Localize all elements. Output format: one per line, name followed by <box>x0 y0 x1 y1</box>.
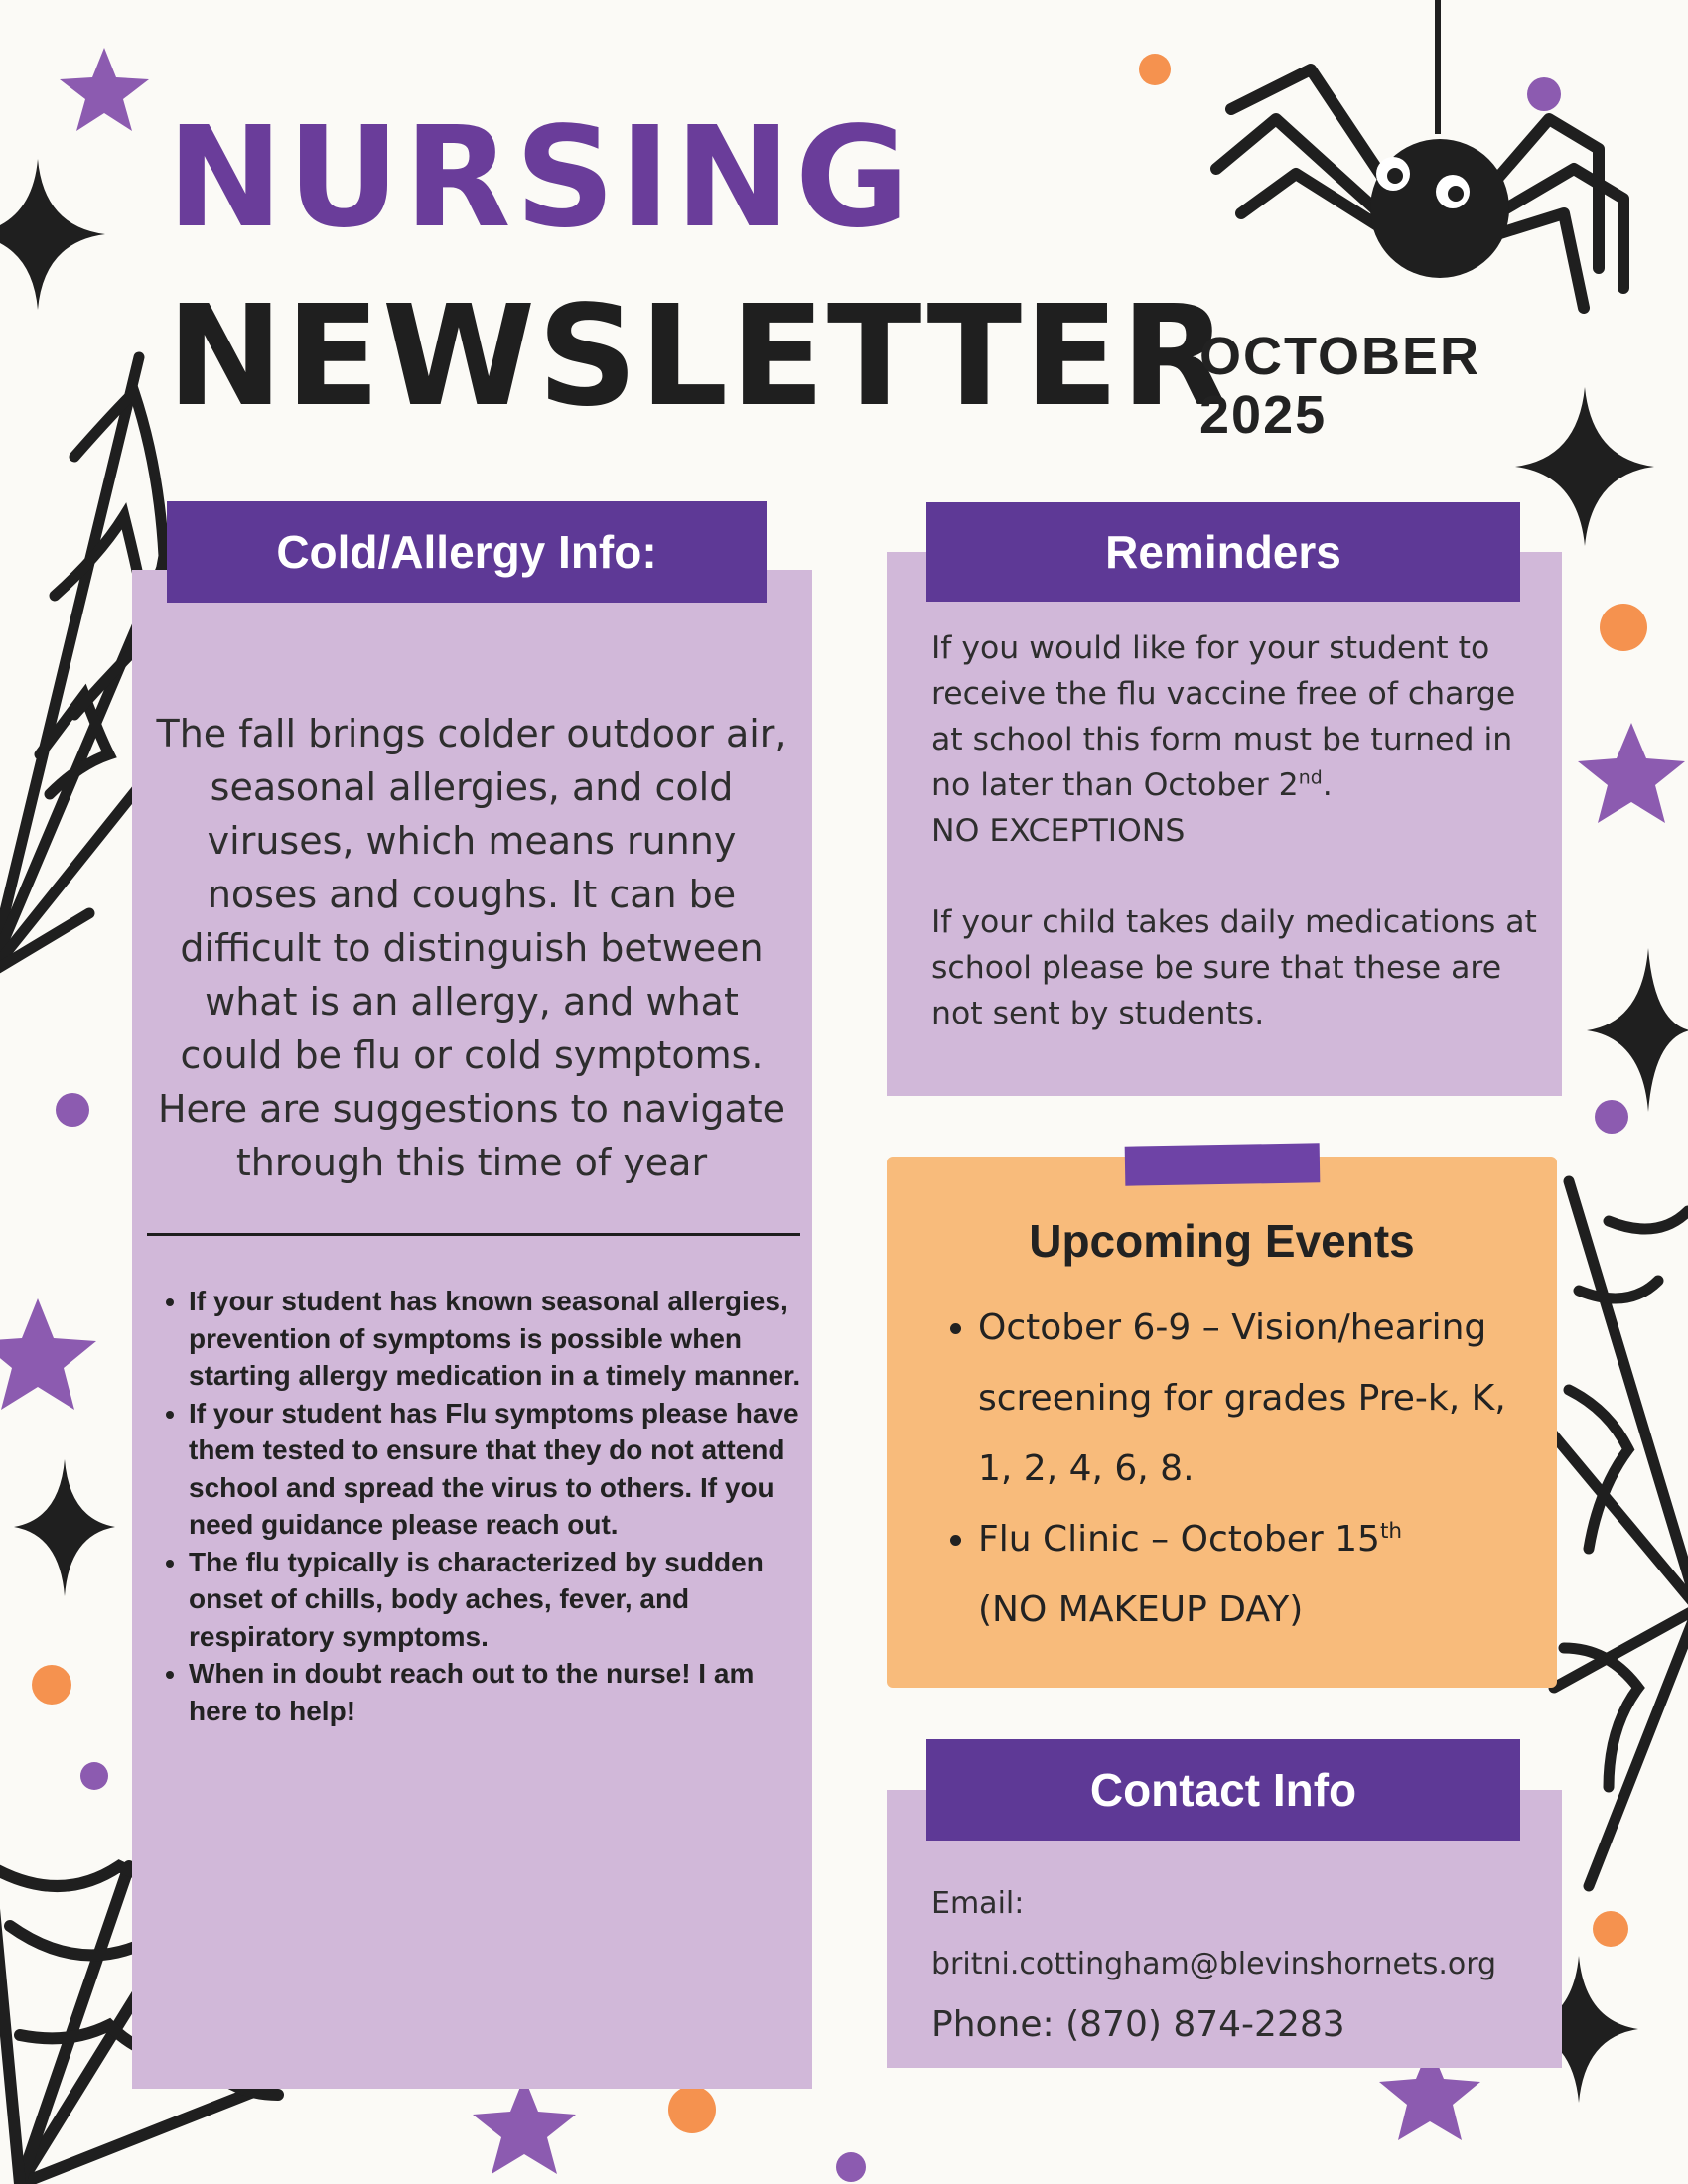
tape-decoration <box>1125 1143 1321 1185</box>
star-icon <box>1578 723 1685 823</box>
dot-icon <box>32 1665 71 1705</box>
star-icon <box>0 1298 96 1410</box>
star-icon <box>60 48 149 131</box>
events-list <box>938 1293 1534 1645</box>
event-item: • October 6-9 – Vision/hearing screening for grades Pre-k, K, 1, 2, 4, 6, 8. <box>978 1293 1534 1504</box>
cold-allergy-intro: The fall brings colder outdoor air, seasonal allergies, and cold viruses, which means runny noses and coughs. It can be difficult to distinguish between what is an allergy, and what could be flu or cold symptoms. Here are suggestions to navigate through this time of year <box>156 712 787 1184</box>
dot-icon <box>1600 604 1647 651</box>
sparkle-icon <box>14 1459 115 1596</box>
events-heading: Upcoming Events <box>1029 1215 1415 1267</box>
contact-phone[interactable]: Phone: (870) 874-2283 <box>931 2004 1345 2045</box>
list-item: • If your student has known seasonal allergies, prevention of symptoms is possible when starting allergy medication in a timely manner. <box>189 1283 812 1395</box>
cold-allergy-heading: Cold/Allergy Info: <box>167 501 767 603</box>
dot-icon <box>80 1762 108 1790</box>
event-item: • Flu Clinic – October 15th (NO MAKEUP DAY) <box>978 1504 1534 1645</box>
title-line-1: NURSING <box>167 97 914 259</box>
contact-email-label: Email: <box>931 1886 1025 1921</box>
dot-icon <box>836 2152 866 2182</box>
dot-icon <box>1595 1100 1628 1134</box>
list-item: • When in doubt reach out to the nurse! I am here to help! <box>189 1655 812 1729</box>
sparkle-icon <box>1515 387 1654 546</box>
dot-icon <box>1527 77 1561 111</box>
reminders-heading: Reminders <box>926 502 1520 602</box>
dot-icon <box>1593 1911 1628 1947</box>
issue-date <box>1199 328 1480 446</box>
list-item: • The flu typically is characterized by sudden onset of chills, body aches, fever, and respiratory symptoms. <box>189 1544 812 1656</box>
cold-allergy-tips <box>149 1283 812 1729</box>
contact-heading: Contact Info <box>926 1739 1520 1841</box>
sparkle-icon <box>1587 948 1688 1112</box>
reminder-medications: If your child takes daily medications at school please be sure that these are not sent by students. <box>931 904 1537 1031</box>
list-item: • If your student has Flu symptoms please have them tested to ensure that they do not attend school and spread the virus to others. If you need guidance please reach out. <box>189 1395 812 1544</box>
dot-icon <box>668 2086 716 2133</box>
issue-month: OCTOBER <box>1199 327 1481 386</box>
contact-email[interactable]: britni.cottingham@blevinshornets.org <box>931 1947 1497 1981</box>
title-line-2: NEWSLETTER <box>167 276 1230 438</box>
reminders-text <box>931 625 1545 1036</box>
issue-year: 2025 <box>1199 385 1328 446</box>
spiderweb-icon <box>1549 1181 1688 1886</box>
dot-icon <box>1139 54 1171 85</box>
section-divider <box>147 1233 800 1236</box>
spider-icon <box>1216 0 1623 308</box>
dot-icon <box>56 1093 89 1127</box>
sparkle-icon <box>0 159 105 310</box>
star-icon <box>473 2077 576 2174</box>
reminder-flu-vaccine: If you would like for your student to receive the flu vaccine free of charge at school this form must be turned in no later than October 2nd. NO EXCEPTIONS <box>931 630 1516 849</box>
